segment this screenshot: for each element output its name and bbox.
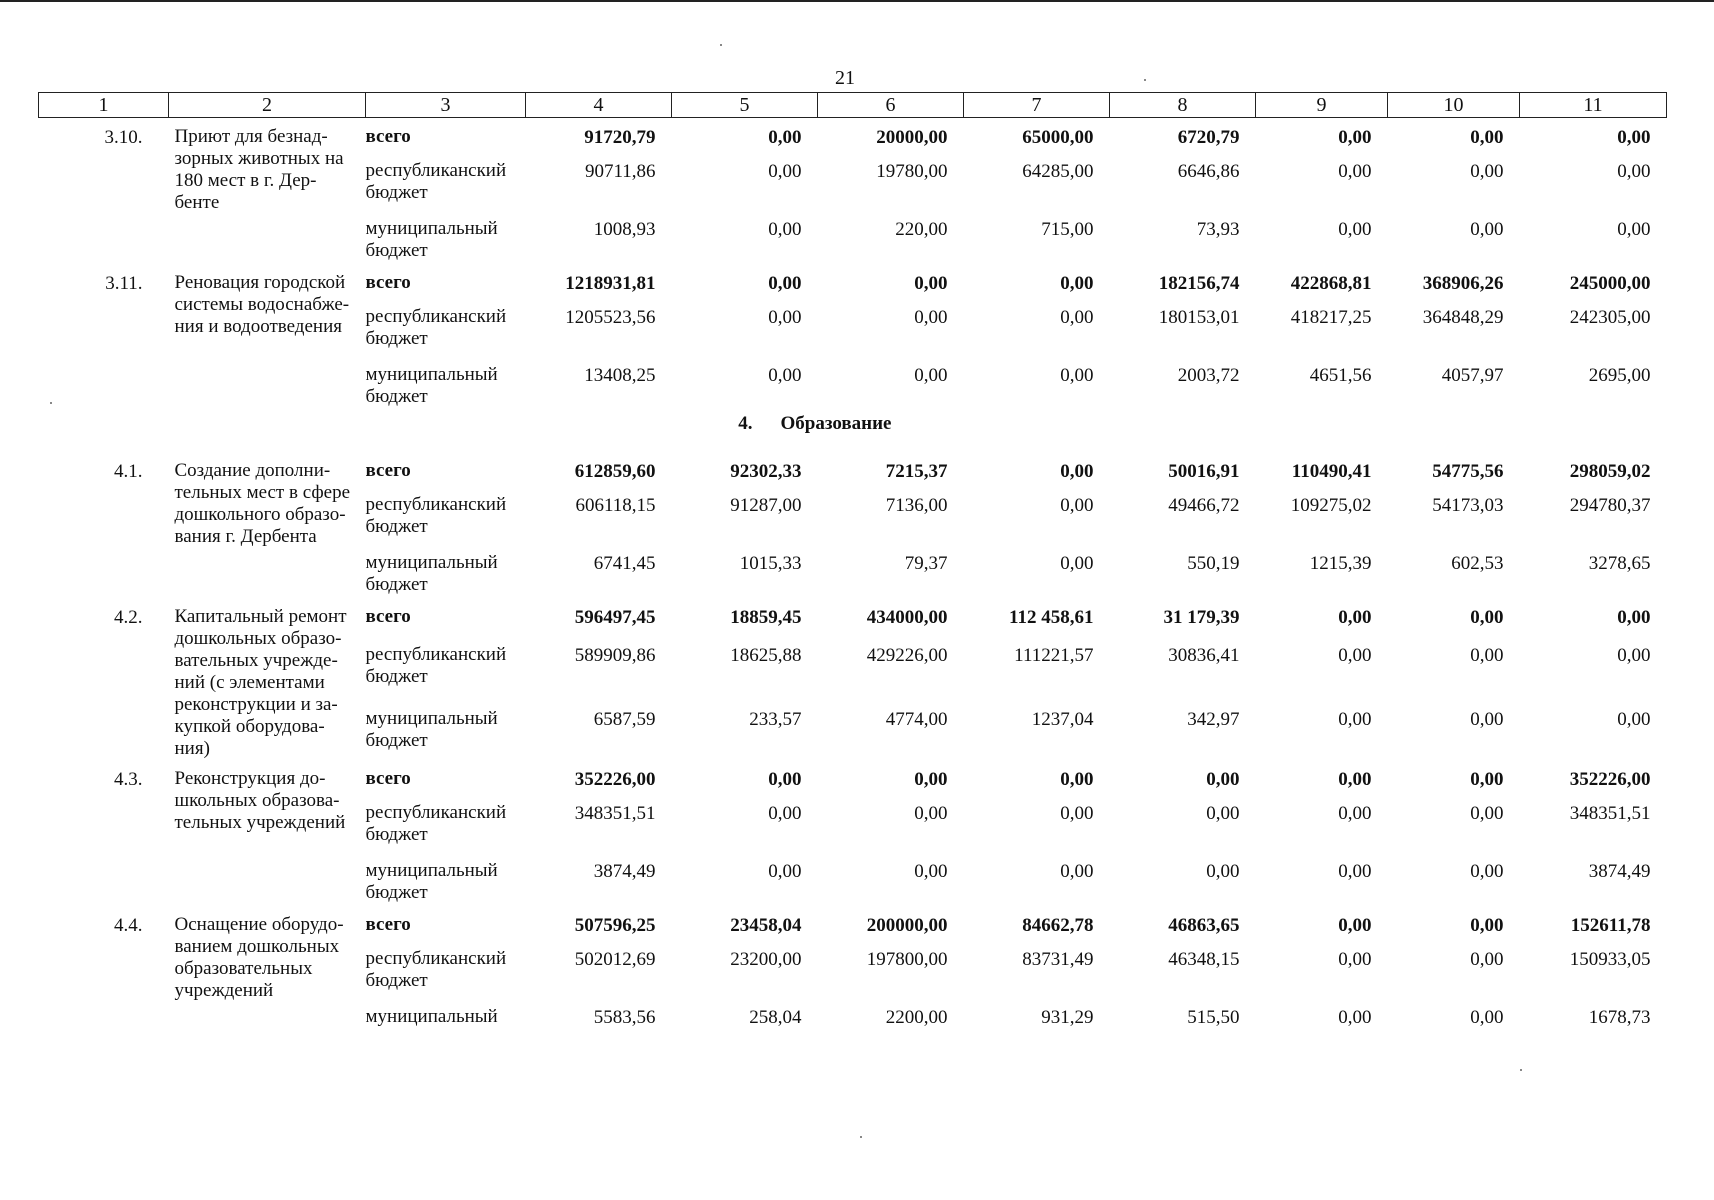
funding-source: всего xyxy=(365,914,411,935)
amount-cell: 150933,05 xyxy=(1569,949,1651,970)
amount-cell: 0,00 xyxy=(914,769,948,790)
amount-cell: 54173,03 xyxy=(1432,495,1504,516)
table-row xyxy=(39,598,1667,634)
item-name-line: тельных учреждений xyxy=(174,812,346,833)
amount-cell: 0,00 xyxy=(1617,219,1651,240)
funding-source: муниципальный бюджет xyxy=(365,218,498,261)
item-name xyxy=(169,760,366,906)
column-header-2: 2 xyxy=(169,93,366,118)
amount-cell: 64285,00 xyxy=(1022,161,1094,182)
amount-cell: 4774,00 xyxy=(885,708,948,730)
amount-cell: 0,00 xyxy=(1060,861,1094,882)
amount-cell: 298059,02 xyxy=(1569,461,1651,482)
item-name-line: купкой оборудова- xyxy=(174,716,325,737)
amount-cell: 2003,72 xyxy=(1177,365,1240,386)
amount-cell: 0,00 xyxy=(768,219,802,240)
table-row xyxy=(39,264,1667,296)
amount-cell: 20000,00 xyxy=(876,127,948,148)
amount-cell: 0,00 xyxy=(768,769,802,790)
amount-cell: 418217,25 xyxy=(1290,307,1372,328)
amount-cell: 0,00 xyxy=(1206,803,1240,824)
column-header-3: 3 xyxy=(366,93,526,118)
item-name xyxy=(169,118,366,265)
amount-cell: 0,00 xyxy=(768,861,802,882)
amount-cell: 0,00 xyxy=(1060,803,1094,824)
amount-cell: 200000,00 xyxy=(866,915,948,936)
item-name-line: ния и водоотведения xyxy=(174,316,342,337)
amount-cell: 245000,00 xyxy=(1569,273,1651,294)
amount-cell: 4057,97 xyxy=(1441,365,1504,386)
funding-source: республиканский бюджет xyxy=(365,948,507,991)
amount-cell: 0,00 xyxy=(1060,495,1094,516)
amount-cell: 352226,00 xyxy=(1569,769,1651,790)
amount-cell: 0,00 xyxy=(1338,219,1372,240)
amount-cell: 0,00 xyxy=(1060,769,1094,790)
amount-cell: 0,00 xyxy=(1060,307,1094,328)
section-heading-row xyxy=(39,410,1667,452)
amount-cell: 0,00 xyxy=(1060,273,1094,294)
amount-cell: 197800,00 xyxy=(866,949,948,970)
amount-cell: 6720,79 xyxy=(1177,127,1240,148)
amount-cell: 3278,65 xyxy=(1588,553,1651,574)
amount-cell: 220,00 xyxy=(895,219,948,240)
funding-source: муниципальный xyxy=(365,1006,498,1027)
column-header-6: 6 xyxy=(818,93,964,118)
item-name-line: Реконструкция до- xyxy=(174,768,326,789)
amount-cell: 1678,73 xyxy=(1588,1007,1651,1028)
amount-cell: 368906,26 xyxy=(1422,273,1504,294)
amount-cell: 0,00 xyxy=(1470,127,1504,148)
amount-cell: 50016,91 xyxy=(1168,461,1240,482)
section-title: Образование xyxy=(780,413,892,434)
table-row xyxy=(39,118,1667,151)
amount-cell: 2200,00 xyxy=(885,1007,948,1028)
scan-speck xyxy=(1144,79,1146,81)
amount-cell: 0,00 xyxy=(768,161,802,182)
funding-source: муниципальный бюджет xyxy=(365,860,498,903)
amount-cell: 79,37 xyxy=(904,553,948,574)
table-body xyxy=(39,118,1667,1053)
amount-cell: 1008,93 xyxy=(593,219,656,240)
item-name-line: Приют для безнад- xyxy=(174,126,328,147)
item-name xyxy=(169,598,366,760)
amount-cell: 0,00 xyxy=(914,861,948,882)
item-name-line: ванием дошкольных xyxy=(174,936,340,957)
amount-cell: 0,00 xyxy=(1470,803,1504,824)
funding-source: всего xyxy=(365,460,411,481)
amount-cell: 1205523,56 xyxy=(565,307,656,328)
amount-cell: 0,00 xyxy=(1470,161,1504,182)
column-header-8: 8 xyxy=(1110,93,1256,118)
item-name-line: вательных учрежде- xyxy=(174,650,338,671)
amount-cell: 112 458,61 xyxy=(1009,607,1094,628)
amount-cell: 2695,00 xyxy=(1588,365,1651,386)
item-name-line: Реновация городской xyxy=(174,272,346,293)
section-heading xyxy=(39,410,1667,452)
amount-cell: 65000,00 xyxy=(1022,127,1094,148)
amount-cell: 0,00 xyxy=(1470,949,1504,970)
column-header-5: 5 xyxy=(672,93,818,118)
funding-source: муниципальный бюджет xyxy=(365,707,498,751)
amount-cell: 0,00 xyxy=(1060,461,1094,482)
amount-cell: 348351,51 xyxy=(574,803,656,824)
table-row xyxy=(39,760,1667,792)
item-number: 4.3. xyxy=(114,769,143,790)
amount-cell: 364848,29 xyxy=(1422,307,1504,328)
amount-cell: 0,00 xyxy=(1338,607,1372,628)
amount-cell: 92302,33 xyxy=(730,461,802,482)
amount-cell: 602,53 xyxy=(1451,553,1504,574)
amount-cell: 1015,33 xyxy=(739,553,802,574)
amount-cell: 0,00 xyxy=(1338,949,1372,970)
amount-cell: 422868,81 xyxy=(1290,273,1372,294)
amount-cell: 0,00 xyxy=(1338,708,1372,730)
amount-cell: 0,00 xyxy=(914,365,948,386)
column-number-row xyxy=(39,93,1667,118)
amount-cell: 109275,02 xyxy=(1290,495,1372,516)
scan-speck xyxy=(1520,1069,1522,1071)
amount-cell: 0,00 xyxy=(1470,769,1504,790)
item-name-line: Оснащение оборудо- xyxy=(174,914,344,935)
amount-cell: 13408,25 xyxy=(584,365,656,386)
amount-cell: 0,00 xyxy=(1470,219,1504,240)
item-name-line: ния) xyxy=(174,738,210,759)
amount-cell: 1237,04 xyxy=(1031,708,1094,730)
amount-cell: 0,00 xyxy=(1470,708,1504,730)
amount-cell: 18859,45 xyxy=(730,607,802,628)
amount-cell: 0,00 xyxy=(1470,861,1504,882)
item-name xyxy=(169,452,366,598)
amount-cell: 0,00 xyxy=(1338,1007,1372,1028)
amount-cell: 4651,56 xyxy=(1309,365,1372,386)
amount-cell: 182156,74 xyxy=(1158,273,1240,294)
item-name-line: бенте xyxy=(174,192,220,213)
item-name-line: тельных мест в сфере xyxy=(174,482,351,503)
amount-cell: 30836,41 xyxy=(1168,644,1240,666)
item-name-line: ний (с элементами xyxy=(174,672,325,693)
item-name-line: дошкольных образо- xyxy=(174,628,342,649)
item-name-line: 180 мест в г. Дер- xyxy=(174,170,317,191)
amount-cell: 931,29 xyxy=(1041,1007,1094,1028)
funding-source: муниципальный бюджет xyxy=(365,552,498,595)
amount-cell: 0,00 xyxy=(1338,915,1372,936)
amount-cell: 0,00 xyxy=(1338,127,1372,148)
funding-source: республиканский бюджет xyxy=(365,160,507,203)
funding-source: всего xyxy=(365,272,411,293)
amount-cell: 46863,65 xyxy=(1168,915,1240,936)
amount-cell: 606118,15 xyxy=(575,495,656,516)
funding-source: республиканский бюджет xyxy=(365,306,507,349)
item-name-line: дошкольного образо- xyxy=(174,504,346,525)
item-name-line: образовательных xyxy=(174,958,313,979)
column-header-7: 7 xyxy=(964,93,1110,118)
column-header-4: 4 xyxy=(526,93,672,118)
amount-cell: 6741,45 xyxy=(593,553,656,574)
item-name-line: Создание дополни- xyxy=(174,460,331,481)
amount-cell: 429226,00 xyxy=(866,644,948,666)
amount-cell: 6587,59 xyxy=(593,708,656,730)
amount-cell: 0,00 xyxy=(1060,553,1094,574)
column-header-10: 10 xyxy=(1388,93,1520,118)
table-row xyxy=(39,452,1667,484)
item-name-line: зорных животных на xyxy=(174,148,344,169)
amount-cell: 0,00 xyxy=(1470,1007,1504,1028)
amount-cell: 23458,04 xyxy=(730,915,802,936)
amount-cell: 0,00 xyxy=(768,273,802,294)
amount-cell: 0,00 xyxy=(1617,127,1651,148)
amount-cell: 242305,00 xyxy=(1569,307,1651,328)
amount-cell: 1218931,81 xyxy=(565,273,656,294)
item-name xyxy=(169,264,366,410)
amount-cell: 1215,39 xyxy=(1309,553,1372,574)
amount-cell: 54775,56 xyxy=(1432,461,1504,482)
amount-cell: 0,00 xyxy=(768,365,802,386)
amount-cell: 31 179,39 xyxy=(1163,607,1240,628)
amount-cell: 91287,00 xyxy=(730,495,802,516)
funding-source: всего xyxy=(365,126,411,147)
amount-cell: 258,04 xyxy=(749,1007,802,1028)
amount-cell: 0,00 xyxy=(1617,644,1651,666)
amount-cell: 0,00 xyxy=(1206,861,1240,882)
amount-cell: 0,00 xyxy=(1470,915,1504,936)
amount-cell: 0,00 xyxy=(1060,365,1094,386)
amount-cell: 0,00 xyxy=(1617,607,1651,628)
amount-cell: 90711,86 xyxy=(584,161,656,182)
amount-cell: 352226,00 xyxy=(574,769,656,790)
scan-speck xyxy=(720,44,722,46)
item-name-line: системы водоснабже- xyxy=(174,294,350,315)
column-header-11: 11 xyxy=(1520,93,1667,118)
item-number: 4.1. xyxy=(114,461,143,482)
amount-cell: 0,00 xyxy=(1470,644,1504,666)
amount-cell: 0,00 xyxy=(1470,607,1504,628)
item-number: 3.11. xyxy=(105,273,143,294)
amount-cell: 515,50 xyxy=(1187,1007,1240,1028)
funding-source: республиканский бюджет xyxy=(365,494,507,537)
amount-cell: 73,93 xyxy=(1196,219,1240,240)
item-name-line: реконструкции и за- xyxy=(174,694,338,715)
amount-cell: 0,00 xyxy=(1338,769,1372,790)
column-header-1: 1 xyxy=(39,93,169,118)
item-number: 3.10. xyxy=(104,127,143,148)
amount-cell: 612859,60 xyxy=(574,461,656,482)
amount-cell: 3874,49 xyxy=(1588,861,1651,882)
amount-cell: 19780,00 xyxy=(876,161,948,182)
amount-cell: 152611,78 xyxy=(1570,915,1651,936)
item-number: 4.2. xyxy=(114,607,143,628)
amount-cell: 0,00 xyxy=(1206,769,1240,790)
amount-cell: 715,00 xyxy=(1041,219,1094,240)
funding-source: республиканский бюджет xyxy=(365,802,507,845)
section-number: 4. xyxy=(738,413,753,434)
amount-cell: 84662,78 xyxy=(1022,915,1094,936)
amount-cell: 0,00 xyxy=(1338,644,1372,666)
amount-cell: 0,00 xyxy=(1338,803,1372,824)
amount-cell: 596497,45 xyxy=(574,607,656,628)
amount-cell: 0,00 xyxy=(1617,708,1651,730)
funding-source: всего xyxy=(365,768,411,789)
amount-cell: 0,00 xyxy=(914,307,948,328)
funding-source: муниципальный бюджет xyxy=(365,364,498,407)
amount-cell: 0,00 xyxy=(768,127,802,148)
amount-cell: 180153,01 xyxy=(1158,307,1240,328)
amount-cell: 348351,51 xyxy=(1569,803,1651,824)
amount-cell: 5583,56 xyxy=(593,1007,656,1028)
amount-cell: 49466,72 xyxy=(1168,495,1240,516)
amount-cell: 502012,69 xyxy=(574,949,656,970)
page-number: 21 xyxy=(835,67,855,89)
scan-top-edge xyxy=(0,0,1714,2)
amount-cell: 589909,86 xyxy=(574,644,656,666)
amount-cell: 7136,00 xyxy=(885,495,948,516)
column-header-9: 9 xyxy=(1256,93,1388,118)
amount-cell: 0,00 xyxy=(1338,861,1372,882)
amount-cell: 294780,37 xyxy=(1569,495,1651,516)
funding-source: всего xyxy=(365,606,411,627)
item-name-line: вания г. Дербента xyxy=(174,526,317,547)
scan-speck xyxy=(860,1136,862,1138)
amount-cell: 3874,49 xyxy=(593,861,656,882)
amount-cell: 18625,88 xyxy=(730,644,802,666)
item-name-line: Капитальный ремонт xyxy=(174,606,347,627)
amount-cell: 0,00 xyxy=(914,273,948,294)
item-name-line: учреждений xyxy=(174,980,274,1001)
scan-speck xyxy=(50,402,52,404)
amount-cell: 6646,86 xyxy=(1177,161,1240,182)
amount-cell: 342,97 xyxy=(1187,708,1240,730)
amount-cell: 233,57 xyxy=(749,708,802,730)
amount-cell: 550,19 xyxy=(1187,553,1240,574)
amount-cell: 83731,49 xyxy=(1022,949,1094,970)
amount-cell: 110490,41 xyxy=(1291,461,1372,482)
item-name xyxy=(169,906,366,1052)
amount-cell: 0,00 xyxy=(914,803,948,824)
amount-cell: 7215,37 xyxy=(885,461,948,482)
amount-cell: 111221,57 xyxy=(1014,644,1094,666)
table-row xyxy=(39,906,1667,938)
amount-cell: 0,00 xyxy=(1338,161,1372,182)
amount-cell: 23200,00 xyxy=(730,949,802,970)
amount-cell: 0,00 xyxy=(1617,161,1651,182)
amount-cell: 0,00 xyxy=(768,803,802,824)
amount-cell: 434000,00 xyxy=(866,607,948,628)
amount-cell: 507596,25 xyxy=(574,915,656,936)
amount-cell: 91720,79 xyxy=(584,127,656,148)
item-number: 4.4. xyxy=(114,915,143,936)
item-name-line: школьных образова- xyxy=(174,790,340,811)
amount-cell: 46348,15 xyxy=(1168,949,1240,970)
budget-table xyxy=(38,92,1667,1052)
amount-cell: 0,00 xyxy=(768,307,802,328)
funding-source: республиканский бюджет xyxy=(365,643,507,687)
